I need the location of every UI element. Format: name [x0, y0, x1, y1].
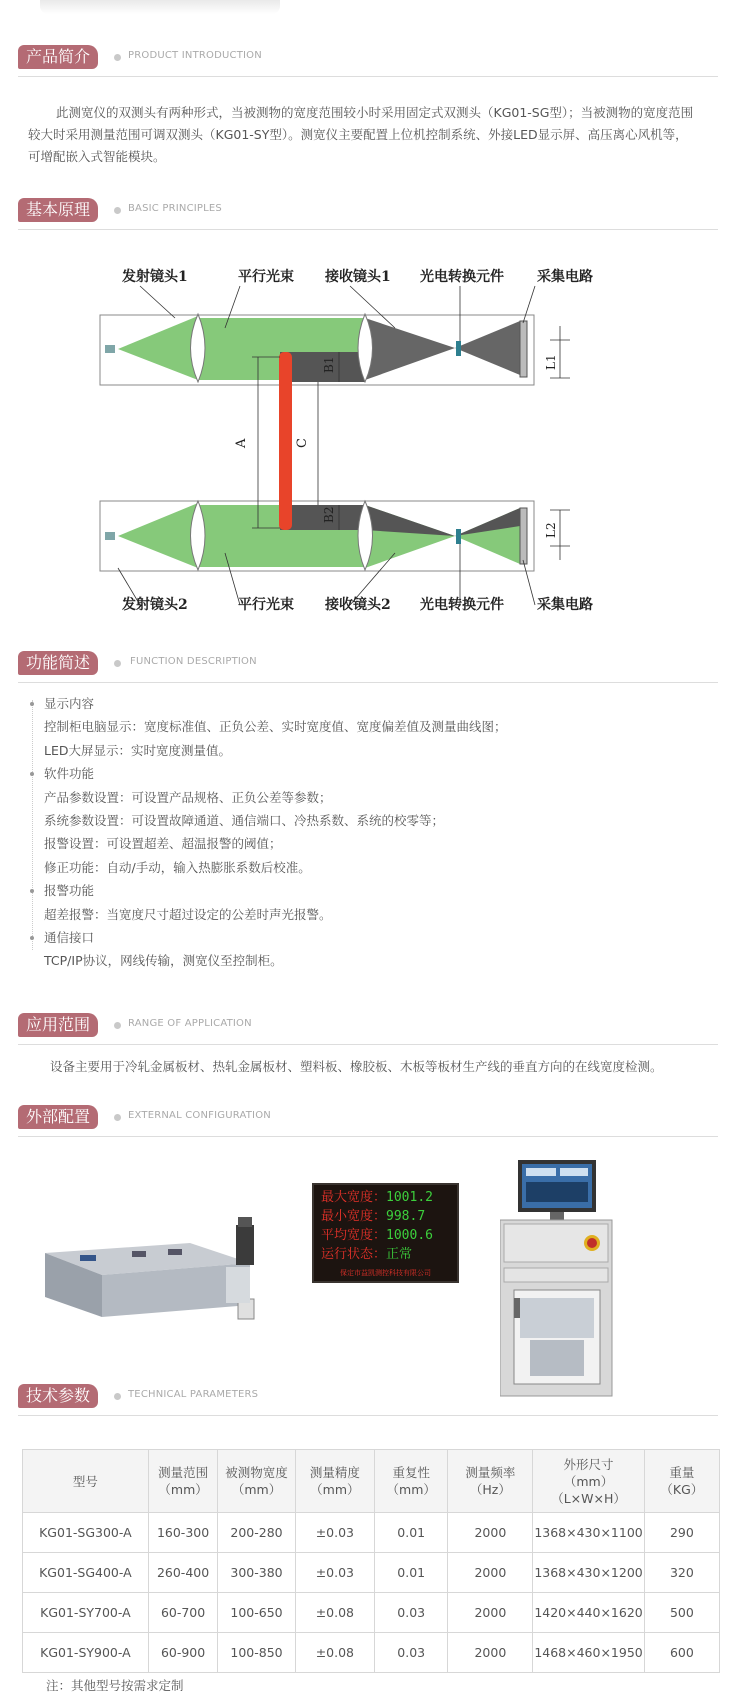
function-item: TCP/IP协议，网线传输，测宽仪至控制柜。 [44, 953, 283, 969]
table-cell: 60-700 [148, 1593, 218, 1633]
table-cell: 2000 [448, 1593, 533, 1633]
function-item: LED大屏显示：实时宽度测量值。 [44, 742, 231, 758]
measuring-head-image [40, 1215, 260, 1325]
dim-label-b1: B1 [322, 356, 336, 373]
column-header: 被测物宽度 （mm） [218, 1450, 295, 1513]
led-row [321, 1189, 433, 1207]
section-title: 基本原理 [18, 198, 98, 222]
section-title: 外部配置 [18, 1105, 98, 1129]
table-cell: 500 [644, 1593, 719, 1633]
function-category: 软件功能 [28, 762, 728, 785]
table-cell: 0.01 [374, 1553, 447, 1593]
led-footer: 保定市益凯测控科技有限公司 [340, 1269, 431, 1277]
section-subtitle: EXTERNAL CONFIGURATION [128, 1110, 271, 1121]
column-header: 重复性 （mm） [374, 1450, 447, 1513]
section-subtitle: PRODUCT INTRODUCTION [128, 50, 262, 61]
led-label: 最大宽度： [321, 1190, 387, 1205]
dim-label-l1: L1 [544, 354, 558, 370]
table-cell: 320 [644, 1553, 719, 1593]
column-header: 测量范围 （mm） [148, 1450, 218, 1513]
label-beam-1: 平行光束 [238, 269, 294, 285]
label-emit-1: 发射镜头1 [122, 269, 188, 285]
column-header: 重量 （KG） [644, 1450, 719, 1513]
top-product-image [40, 0, 280, 14]
table-cell: 1368×430×1100 [533, 1513, 644, 1553]
spec-table [22, 1449, 720, 1673]
table-cell: 160-300 [148, 1513, 218, 1553]
function-category: 通信接口 [28, 926, 728, 949]
function-item: 产品参数设置：可设置产品规格、正负公差等参数； [44, 789, 332, 805]
section-header-config [18, 1105, 718, 1131]
table-cell: 600 [644, 1633, 719, 1673]
table-cell: 300-380 [218, 1553, 295, 1593]
section-header-principle [18, 198, 718, 224]
table-note: 注：其他型号按需求定制 [46, 1678, 184, 1693]
table-cell: 2000 [448, 1513, 533, 1553]
table-cell: 100-650 [218, 1593, 295, 1633]
measured-object [279, 352, 292, 530]
control-cabinet-image [500, 1158, 630, 1398]
intro-text [28, 102, 728, 168]
label-beam-2: 平行光束 [238, 597, 294, 613]
dim-label-b2: B2 [322, 506, 336, 523]
column-header: 外形尺寸 （mm） （L×W×H） [533, 1450, 644, 1513]
principle-diagram [0, 248, 750, 648]
column-header: 测量频率 （Hz） [448, 1450, 533, 1513]
table-header-row [23, 1450, 720, 1513]
label-coll-2: 采集电路 [537, 597, 593, 613]
section-subtitle: RANGE OF APPLICATION [128, 1018, 252, 1029]
led-value: 正常 [386, 1247, 413, 1262]
led-row [321, 1227, 433, 1245]
label-conv-2: 光电转换元件 [420, 597, 504, 613]
table-cell: ±0.03 [295, 1553, 374, 1593]
table-cell: KG01-SY900-A [23, 1633, 149, 1673]
divider [18, 1044, 718, 1045]
section-title: 功能简述 [18, 651, 98, 675]
intro-line: 可增配嵌入式智能模块。 [28, 149, 166, 164]
function-item: 修正功能：自动/手动，输入热膨胀系数后校准。 [44, 859, 311, 875]
led-label: 最小宽度： [321, 1209, 387, 1224]
table-cell: 0.03 [374, 1633, 447, 1673]
dot-icon [114, 1114, 121, 1121]
table-row [23, 1633, 720, 1673]
dot-icon [114, 1022, 121, 1029]
led-row [321, 1246, 412, 1264]
table-cell: ±0.08 [295, 1633, 374, 1673]
table-cell: KG01-SY700-A [23, 1593, 149, 1633]
table-row [23, 1553, 720, 1593]
column-header: 型号 [23, 1450, 149, 1513]
section-header-params [18, 1384, 718, 1410]
table-cell: 200-280 [218, 1513, 295, 1553]
top-assembly [100, 314, 534, 385]
divider [18, 1415, 718, 1416]
divider [18, 229, 718, 230]
table-row [23, 1593, 720, 1633]
label-conv-1: 光电转换元件 [420, 269, 504, 285]
function-item: 系统参数设置：可设置故障通道、通信端口、冷热系数、系统的校零等； [44, 812, 445, 828]
table-cell: ±0.08 [295, 1593, 374, 1633]
section-subtitle: FUNCTION DESCRIPTION [130, 656, 257, 667]
dot-icon [114, 660, 121, 667]
led-label: 运行状态： [321, 1247, 387, 1262]
table-cell: 260-400 [148, 1553, 218, 1593]
intro-line: 此测宽仪的双测头有两种形式，当被测物的宽度范围较小时采用固定式双测头（KG01-SG型）；当被测物的宽度范围 [56, 105, 694, 120]
led-value: 998.7 [386, 1209, 426, 1224]
dim-label-c: C [295, 438, 310, 448]
function-list [28, 692, 728, 973]
divider [18, 682, 718, 683]
intro-line: 较大时采用测量范围可调双测头（KG01-SY型）。测宽仪主要配置上位机控制系统、外接LED显示屏、高压离心风机等， [28, 127, 688, 142]
section-header-function [18, 651, 718, 677]
label-coll-1: 采集电路 [537, 269, 593, 285]
dot-icon [114, 54, 121, 61]
dim-label-l2: L2 [544, 522, 558, 538]
table-cell: ±0.03 [295, 1513, 374, 1553]
dim-label-a: A [234, 438, 249, 448]
function-item: 控制柜电脑显示：宽度标准值、正负公差、实时宽度值、宽度偏差值及测量曲线图； [44, 719, 507, 735]
section-title: 应用范围 [18, 1013, 98, 1037]
led-display [312, 1183, 459, 1283]
divider [18, 1136, 718, 1137]
label-recv-1: 接收镜头1 [325, 269, 391, 285]
led-value: 1000.6 [386, 1228, 433, 1243]
table-body [23, 1513, 720, 1673]
section-title: 技术参数 [18, 1384, 98, 1408]
led-value: 1001.2 [386, 1190, 433, 1205]
dot-icon [114, 207, 121, 214]
section-title: 产品简介 [18, 45, 98, 69]
section-header-intro [18, 45, 718, 71]
table-cell: 290 [644, 1513, 719, 1553]
section-subtitle: BASIC PRINCIPLES [128, 203, 222, 214]
application-text: 设备主要用于冷轧金属板材、热轧金属板材、塑料板、橡胶板、木板等板材生产线的垂直方向的在线宽度检测。 [50, 1059, 663, 1074]
table-cell: 1368×430×1200 [533, 1553, 644, 1593]
label-recv-2: 接收镜头2 [325, 597, 391, 613]
section-header-application [18, 1013, 718, 1039]
table-cell: KG01-SG400-A [23, 1553, 149, 1593]
section-subtitle: TECHNICAL PARAMETERS [128, 1389, 259, 1400]
table-cell: KG01-SG300-A [23, 1513, 149, 1553]
table-cell: 0.03 [374, 1593, 447, 1633]
function-item: 超差报警：当宽度尺寸超过设定的公差时声光报警。 [44, 906, 332, 922]
table-cell: 1468×460×1950 [533, 1633, 644, 1673]
dot-icon [114, 1393, 121, 1400]
table-cell: 2000 [448, 1633, 533, 1673]
table-cell: 60-900 [148, 1633, 218, 1673]
led-label: 平均宽度： [321, 1228, 387, 1243]
bottom-assembly [100, 501, 534, 571]
divider [18, 76, 718, 77]
function-item: 报警设置：可设置超差、超温报警的阈值； [44, 836, 282, 852]
table-cell: 0.01 [374, 1513, 447, 1553]
table-row [23, 1513, 720, 1553]
led-row [321, 1208, 425, 1226]
label-emit-2: 发射镜头2 [122, 597, 188, 613]
function-category: 显示内容 [28, 692, 728, 715]
function-category: 报警功能 [28, 879, 728, 902]
table-cell: 2000 [448, 1553, 533, 1593]
column-header: 测量精度 （mm） [295, 1450, 374, 1513]
table-cell: 100-850 [218, 1633, 295, 1673]
table-cell: 1420×440×1620 [533, 1593, 644, 1633]
